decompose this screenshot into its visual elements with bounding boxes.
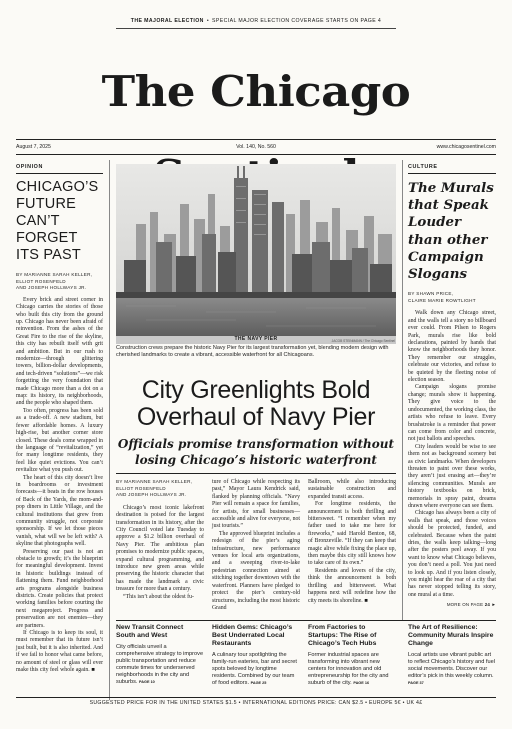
byline-line: BY SHAWN PRICE, bbox=[408, 291, 454, 297]
opinion-body bbox=[16, 297, 103, 675]
paragraph: City leaders would be wise to see them not as background scenery but as civic landmarks. When developers threaten to paint over these works, they aren’t just erasing art—they’re silencing communities. Murals are history textbooks on brick, memorials in spray paint, dreams drawn where everyone can see them. bbox=[408, 443, 496, 509]
teaser-headline: Hidden Gems: Chicago’s Best Underrated Local Restaurants bbox=[212, 624, 293, 647]
paragraph: Too often, progress has been sold as a trade-off. A new stadium, but fewer affordable homes. A luxury high-rise, but another corner store closed. These deals come wrapped in the language of “revitalization,” yet for many longtime residents, they feel like quiet evictions. You can’t revitalize what you push out. bbox=[16, 407, 103, 474]
column-divider bbox=[109, 160, 110, 700]
teaser-headline: The Art of Resilience: Community Murals Inspire Change bbox=[408, 624, 494, 647]
paragraph: ture of Chicago while respecting its past,” Mayor Laura Kendrick said, flanked by planning officials. “Navy Pier will remain a space for families, for artists, for small businesses—accessible and alive for everyone, not just tourists.” bbox=[212, 479, 300, 530]
navy-pier-photo bbox=[116, 164, 396, 344]
lead-subheadline: Officials promise transformation without losing Chicago’s historic waterfront bbox=[117, 437, 395, 467]
paragraph-text: Residents and lovers of the city, think the announcement is both thrilling and bittersweet. What happens next will redefine how the city meets its shoreline. bbox=[308, 567, 396, 604]
paragraph: Preserving our past is not an obstacle to growth; it’s the blueprint for meaningful development. Invest in historic buildings instead of flattening them. Fund neighborhood arts programs alongside business districts. Create policies that protect working families before courting the next megaproject. Progress and preservation are not enemies—they are partners. bbox=[16, 548, 103, 629]
opinion-headline[interactable]: CHICAGO’S FUTURE CAN’T FORGET ITS PAST bbox=[16, 179, 99, 263]
banner-text: SPECIAL MAJOR ELECTION COVERAGE STARTS ON PAGE 4 bbox=[212, 18, 382, 24]
more-on-page-link[interactable] bbox=[408, 602, 496, 607]
more-page-number: 24 bbox=[484, 602, 491, 608]
teaser-restaurants[interactable] bbox=[212, 624, 300, 687]
bullet-icon: • bbox=[365, 700, 368, 706]
dateline-top-rule bbox=[16, 139, 496, 140]
section-tag-culture: CULTURE bbox=[408, 164, 438, 170]
paragraph: The heart of this city doesn’t live in boardrooms or investment forecasts—it beats in the row houses of Back of the Yards, the mom-and-pop diners in Little Village, and the cultural institutions that grew from community struggle, not corporate sponsorship. If we let those pieces vanish, what will we be left with? A skyline that photographs well. bbox=[16, 474, 103, 548]
price-us: SUGGESTED PRICE FOR IN THE UNITED STATES $1.5 bbox=[89, 700, 237, 706]
section-tag-opinion: OPINION bbox=[16, 164, 43, 170]
paragraph bbox=[16, 630, 103, 674]
lead-column-3 bbox=[308, 479, 396, 605]
culture-headline[interactable]: The Murals that Speak Louder than other Campaign Slogans bbox=[408, 180, 494, 283]
paragraph-text: If Chicago is to keep its soul, it must remember that its future isn’t just built, but it is also inherited. And if we fail to honor what came before, no amount of steel or glass will ever make this city feel whole again. bbox=[16, 630, 103, 674]
bullet-icon: • bbox=[238, 700, 241, 706]
lead-column-1 bbox=[116, 479, 204, 601]
teaser-page: PAGE 37 bbox=[408, 681, 424, 685]
volume-number: Vol. 140, No. 560 bbox=[236, 144, 276, 150]
paragraph: Chicago’s most iconic lakefront destination is poised for the largest transformation in its history, after the City Council voted late Tuesday to approve a $1.2 billion overhaul of Navy Pier. The ambitious plan promises to modernize public spaces, expand cultural programming, and introduce new green areas while preserving the historic character that has made the landmark a civic treasure for more than a century. bbox=[116, 504, 204, 593]
photo-caption: Construction crews prepare the historic Navy Pier for its largest transformation yet, blending modern design with cherished landmarks to create a vibrant, accessible waterfront for all Chicagoans. bbox=[116, 345, 389, 359]
lead-headline[interactable]: City Greenlights Bold Overhaul of Navy Pier bbox=[136, 376, 376, 431]
banner-label: THE MAJORAL ELECTION bbox=[130, 18, 204, 24]
paragraph: “This isn’t about the oldest fu- bbox=[123, 593, 194, 600]
teaser-body bbox=[116, 644, 204, 686]
culture-body bbox=[408, 310, 496, 599]
end-mark-icon: ■ bbox=[91, 667, 95, 674]
teaser-text: Local artists use vibrant public art to reflect Chicago’s history and fuel social movements. Discover our editor’s pick in this weekly column. bbox=[408, 652, 495, 679]
footer-rule bbox=[16, 697, 496, 698]
byline-line: AND JOSEPH HOLLWAYS JR. bbox=[16, 285, 87, 291]
paragraph: Campaign slogans promise change; murals show it happening. They give voice to the undocumented, the working class, the artists who refuse to leave. Every brushstroke is a reminder that power can come from color and concrete, not just ballots and speeches. bbox=[408, 384, 496, 443]
banner-divider bbox=[116, 28, 396, 29]
skyline-image bbox=[116, 164, 396, 336]
teaser-tech-hubs[interactable] bbox=[308, 624, 396, 687]
teaser-divider bbox=[116, 620, 496, 621]
teaser-body bbox=[308, 652, 396, 687]
paragraph: Walk down any Chicago street, and the walls tell a story no billboard ever could. From Pilsen to Rogers Park, murals rise like bold declarations, painted by hands that know the neighborhoods they honor. They remember our struggles, celebrate our victories, and refuse to be quieted by the fleeting noise of election season. bbox=[408, 310, 496, 384]
paragraph: Ballroom, while also introducing sustainable construction and expanded transit access. bbox=[308, 479, 396, 500]
teaser-body bbox=[408, 652, 496, 687]
teaser-text: Former industrial spaces are transforming into vibrant new centers for innovation and old entrepreneurship for the city and suburb of the city. bbox=[308, 652, 389, 686]
end-mark-icon: ■ bbox=[364, 597, 368, 604]
teaser-page: PAGE 10 bbox=[139, 680, 155, 684]
teaser-headline: From Factories to Startups: The Rise of Chicago’s Tech Hubs bbox=[308, 624, 377, 647]
photo-title: THE NAVY PIER bbox=[234, 336, 278, 342]
teaser-text: City officials unveil a comprehensive strategy to improve public transportation and reduce commute times for underserved neighborhoods in the city and suburbs. bbox=[116, 644, 204, 685]
masthead: The Chicago bbox=[101, 67, 411, 117]
lead-byline bbox=[116, 479, 204, 499]
paragraph: For longtime residents, the announcement is both thrilling and bittersweet. “I remember when my father used to take me here for fireworks,” said Harold Benton, 68, of Bronzeville. “If they can keep that magic alive while fixing the place up, then maybe this city still knows how to take care of its own.” bbox=[308, 501, 396, 567]
bullet-icon: • bbox=[402, 700, 405, 706]
opinion-column bbox=[16, 164, 103, 675]
byline-line: CLAIRE MARIE ROWTLIGHT bbox=[408, 297, 476, 303]
culture-byline bbox=[408, 291, 496, 304]
byline-line: BY MARIANNE SARAH KELLER, bbox=[16, 272, 93, 277]
column-divider bbox=[402, 160, 403, 620]
teaser-body bbox=[212, 652, 300, 687]
top-banner[interactable] bbox=[0, 14, 512, 28]
price-europe: EUROPE 5€ bbox=[369, 700, 401, 706]
paragraph: Every brick and street corner in Chicago carries the stories of those who built this city from the ground up. Chicago has never been afraid of reinvention. From the ashes of the Great Fire to the rise of the skyline, this city has rebuilt itself with grit and ambition. But in our rush to modernize—through glittering towers, billion-dollar developments, and tech-driven “solutions”—we risk forgetting the very foundation that made Chicago more than a dot on a map: its history, its neighborhoods, and the people who shaped them. bbox=[16, 296, 103, 407]
dateline-bottom-rule bbox=[16, 154, 496, 155]
section-rule bbox=[408, 173, 496, 174]
teaser-page: PAGE 25 bbox=[250, 681, 267, 685]
lead-column-2 bbox=[212, 479, 300, 612]
opinion-byline bbox=[16, 272, 103, 292]
lead-divider bbox=[116, 473, 396, 474]
dateline bbox=[16, 141, 496, 153]
teaser-text: A culinary tour spotlighting the family-run eateries, bar and secret spots beloved by longtime residents. Combined by our team of food editors. bbox=[212, 652, 297, 686]
teaser-headline: New Transit Connect South and West bbox=[116, 624, 184, 639]
byline-line: BY MARIANNE SARAH KELLER, bbox=[116, 479, 193, 484]
price-uk: UK 4£ bbox=[406, 700, 423, 706]
teaser-transit[interactable] bbox=[116, 624, 204, 686]
paragraph: The approved blueprint includes a redesign of the pier’s aging infrastructure, new performance venues for local arts organizations, and a sweeping river-to-lake pedestrian connection aimed at stitching together downtown with the waterfront. Planners have pledged to protect the pier’s century-old structures, including the most historic Grand bbox=[212, 530, 300, 611]
teaser-murals[interactable] bbox=[408, 624, 496, 687]
photo-credit: JACOB STEINMANN / The Chicago Sentinel bbox=[331, 339, 395, 343]
paragraph bbox=[308, 568, 396, 605]
byline-line: ELLIOT ROSENFELD bbox=[116, 485, 166, 491]
teaser-page: PAGE 16 bbox=[353, 681, 370, 685]
byline-line: ELLIOT ROSENFELD bbox=[16, 278, 66, 284]
paragraph: Chicago has always been a city of walls that speak, and those voices should be protected, funded, and celebrated. Because when the paint dries, the walls keep talking—long after the posters peel away. If you want to know what Chicago believes, you don’t need a poll. You just need to look up. And if you listen closely, you might hear the roar of a city that has never stopped telling its story, one mural at a time. bbox=[408, 510, 496, 598]
section-rule bbox=[16, 173, 103, 174]
website-link[interactable]: www.chicagosentinel.com bbox=[436, 144, 496, 150]
price-international: INTERNATIONAL EDITIONS PRICE: CAN $2.5 bbox=[242, 700, 364, 706]
price-footer bbox=[0, 700, 512, 706]
issue-date: August 7, 2025 bbox=[16, 144, 51, 150]
culture-column bbox=[408, 164, 496, 607]
arrow-right-icon: ► bbox=[491, 602, 496, 608]
bullet-icon: • bbox=[206, 18, 210, 24]
byline-line: AND JOSEPH HOLLWAYS JR. bbox=[116, 492, 187, 498]
more-label: MORE ON PAGE bbox=[446, 602, 484, 608]
